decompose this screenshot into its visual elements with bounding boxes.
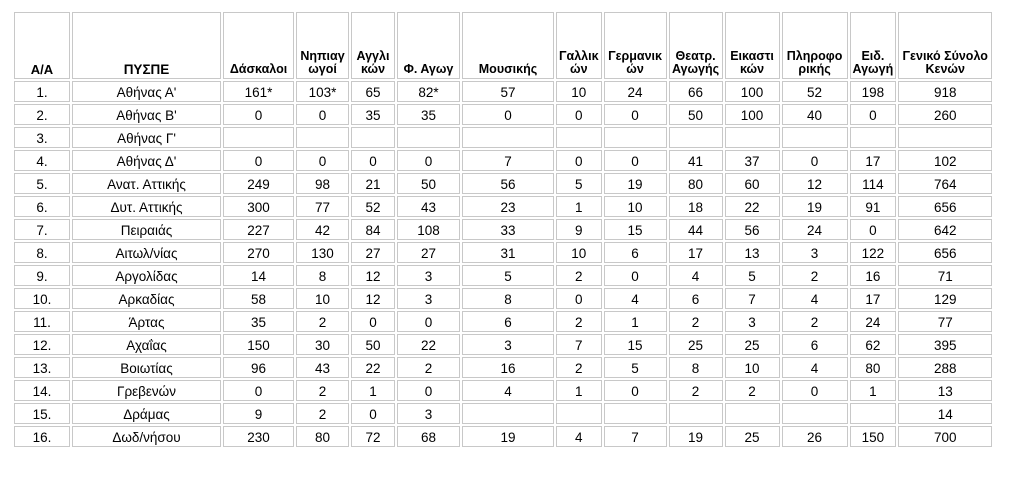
cell-aa: 4. (14, 150, 70, 171)
cell-pyspe: Άρτας (72, 311, 221, 332)
cell-eid-agogi (850, 127, 897, 148)
cell-agglikon: 65 (351, 81, 395, 102)
table-row (14, 81, 992, 102)
cell-daskaloi: 161* (223, 81, 294, 102)
cell-daskaloi: 249 (223, 173, 294, 194)
cell-pliroforikis: 6 (782, 334, 848, 355)
cell-fagogis: 43 (397, 196, 460, 217)
cell-germanikon: 0 (604, 150, 667, 171)
cell-theatr: 2 (669, 380, 723, 401)
table-row (14, 334, 992, 355)
cell-aa: 5. (14, 173, 70, 194)
cell-daskaloi: 270 (223, 242, 294, 263)
cell-pliroforikis: 52 (782, 81, 848, 102)
cell-nipiagogoi: 2 (296, 380, 349, 401)
table-row (14, 357, 992, 378)
cell-mousikis: 4 (462, 380, 554, 401)
cell-nipiagogoi: 2 (296, 311, 349, 332)
cell-agglikon: 0 (351, 403, 395, 424)
cell-daskaloi: 0 (223, 150, 294, 171)
cell-mousikis: 56 (462, 173, 554, 194)
cell-eikastikon: 7 (725, 288, 780, 309)
cell-agglikon: 72 (351, 426, 395, 447)
cell-eikastikon: 10 (725, 357, 780, 378)
cell-geniko-synolo: 102 (898, 150, 992, 171)
cell-gallikon: 10 (556, 242, 602, 263)
cell-eikastikon: 37 (725, 150, 780, 171)
cell-geniko-synolo: 764 (898, 173, 992, 194)
header-theatr: Θεατρ. Αγωγής (669, 12, 723, 79)
cell-germanikon: 7 (604, 426, 667, 447)
cell-eikastikon: 22 (725, 196, 780, 217)
cell-fagogis: 3 (397, 288, 460, 309)
cell-geniko-synolo: 288 (898, 357, 992, 378)
header-eikastikon: Εικαστι κών (725, 12, 780, 79)
cell-pliroforikis: 12 (782, 173, 848, 194)
cell-eikastikon: 13 (725, 242, 780, 263)
cell-pliroforikis: 4 (782, 288, 848, 309)
cell-nipiagogoi: 8 (296, 265, 349, 286)
cell-fagogis: 0 (397, 380, 460, 401)
cell-daskaloi: 9 (223, 403, 294, 424)
header-row (14, 12, 992, 79)
cell-pliroforikis: 0 (782, 380, 848, 401)
cell-gallikon: 1 (556, 380, 602, 401)
cell-agglikon: 27 (351, 242, 395, 263)
cell-pyspe: Βοιωτίας (72, 357, 221, 378)
cell-pliroforikis: 19 (782, 196, 848, 217)
cell-gallikon: 0 (556, 104, 602, 125)
header-agglikon: Αγγλι κών (351, 12, 395, 79)
cell-nipiagogoi: 2 (296, 403, 349, 424)
cell-agglikon: 1 (351, 380, 395, 401)
cell-eid-agogi: 1 (850, 380, 897, 401)
cell-fagogis: 35 (397, 104, 460, 125)
header-pyspe: ΠΥΣΠΕ (72, 12, 221, 79)
cell-nipiagogoi: 0 (296, 150, 349, 171)
cell-nipiagogoi: 130 (296, 242, 349, 263)
cell-mousikis: 3 (462, 334, 554, 355)
cell-aa: 3. (14, 127, 70, 148)
cell-eikastikon: 3 (725, 311, 780, 332)
cell-fagogis: 50 (397, 173, 460, 194)
cell-eid-agogi: 62 (850, 334, 897, 355)
cell-pyspe: Δυτ. Αττικής (72, 196, 221, 217)
cell-agglikon: 35 (351, 104, 395, 125)
cell-mousikis: 23 (462, 196, 554, 217)
cell-mousikis: 57 (462, 81, 554, 102)
cell-eid-agogi (850, 403, 897, 424)
cell-fagogis: 27 (397, 242, 460, 263)
header-nipiagogoi: Νηπιαγ ωγοί (296, 12, 349, 79)
cell-germanikon: 4 (604, 288, 667, 309)
cell-aa: 12. (14, 334, 70, 355)
cell-fagogis: 3 (397, 265, 460, 286)
cell-fagogis: 22 (397, 334, 460, 355)
cell-mousikis: 5 (462, 265, 554, 286)
cell-daskaloi: 0 (223, 104, 294, 125)
table-row (14, 242, 992, 263)
cell-eikastikon: 100 (725, 81, 780, 102)
cell-germanikon: 24 (604, 81, 667, 102)
table-body (14, 81, 992, 447)
cell-theatr: 80 (669, 173, 723, 194)
cell-mousikis (462, 127, 554, 148)
cell-pyspe: Γρεβενών (72, 380, 221, 401)
cell-aa: 13. (14, 357, 70, 378)
cell-pyspe: Αθήνας Δ' (72, 150, 221, 171)
cell-gallikon: 5 (556, 173, 602, 194)
cell-agglikon: 84 (351, 219, 395, 240)
cell-gallikon: 1 (556, 196, 602, 217)
cell-nipiagogoi: 77 (296, 196, 349, 217)
cell-fagogis: 0 (397, 311, 460, 332)
cell-agglikon: 50 (351, 334, 395, 355)
cell-theatr (669, 127, 723, 148)
cell-theatr: 66 (669, 81, 723, 102)
cell-aa: 8. (14, 242, 70, 263)
table-row (14, 196, 992, 217)
cell-pliroforikis: 4 (782, 357, 848, 378)
cell-germanikon: 5 (604, 357, 667, 378)
header-daskaloi: Δάσκαλοι (223, 12, 294, 79)
cell-aa: 16. (14, 426, 70, 447)
table-row (14, 150, 992, 171)
cell-daskaloi: 14 (223, 265, 294, 286)
cell-germanikon: 1 (604, 311, 667, 332)
table-row (14, 219, 992, 240)
cell-daskaloi: 35 (223, 311, 294, 332)
cell-theatr: 44 (669, 219, 723, 240)
cell-theatr: 8 (669, 357, 723, 378)
table-row (14, 173, 992, 194)
cell-agglikon (351, 127, 395, 148)
cell-aa: 15. (14, 403, 70, 424)
cell-germanikon: 10 (604, 196, 667, 217)
cell-eikastikon: 25 (725, 426, 780, 447)
vacancies-table-container (12, 10, 994, 449)
table-row (14, 127, 992, 148)
cell-gallikon (556, 403, 602, 424)
cell-geniko-synolo: 13 (898, 380, 992, 401)
cell-geniko-synolo: 260 (898, 104, 992, 125)
cell-geniko-synolo: 656 (898, 196, 992, 217)
table-row (14, 311, 992, 332)
cell-pliroforikis (782, 127, 848, 148)
cell-geniko-synolo: 395 (898, 334, 992, 355)
cell-eid-agogi: 17 (850, 150, 897, 171)
cell-pyspe: Αθήνας Β' (72, 104, 221, 125)
cell-mousikis: 16 (462, 357, 554, 378)
cell-fagogis: 68 (397, 426, 460, 447)
cell-germanikon: 0 (604, 104, 667, 125)
cell-eid-agogi: 114 (850, 173, 897, 194)
cell-agglikon: 12 (351, 265, 395, 286)
cell-mousikis: 0 (462, 104, 554, 125)
cell-eid-agogi: 0 (850, 219, 897, 240)
cell-agglikon: 0 (351, 150, 395, 171)
cell-daskaloi: 0 (223, 380, 294, 401)
cell-germanikon: 19 (604, 173, 667, 194)
cell-theatr: 25 (669, 334, 723, 355)
cell-agglikon: 0 (351, 311, 395, 332)
cell-pyspe: Δράμας (72, 403, 221, 424)
cell-nipiagogoi: 98 (296, 173, 349, 194)
cell-pyspe: Ανατ. Αττικής (72, 173, 221, 194)
cell-theatr: 50 (669, 104, 723, 125)
cell-eid-agogi: 122 (850, 242, 897, 263)
cell-aa: 1. (14, 81, 70, 102)
cell-eid-agogi: 17 (850, 288, 897, 309)
cell-eikastikon: 60 (725, 173, 780, 194)
cell-mousikis (462, 403, 554, 424)
cell-pyspe: Αιτωλ/νίας (72, 242, 221, 263)
cell-germanikon: 0 (604, 265, 667, 286)
cell-eikastikon: 56 (725, 219, 780, 240)
cell-pyspe: Πειραιάς (72, 219, 221, 240)
cell-pyspe: Αργολίδας (72, 265, 221, 286)
cell-fagogis (397, 127, 460, 148)
cell-pyspe: Αθήνας Γ' (72, 127, 221, 148)
cell-aa: 10. (14, 288, 70, 309)
cell-theatr: 17 (669, 242, 723, 263)
header-fagogis: Φ. Αγωγ (397, 12, 460, 79)
table-row (14, 426, 992, 447)
cell-theatr: 19 (669, 426, 723, 447)
cell-gallikon: 0 (556, 288, 602, 309)
cell-eid-agogi: 0 (850, 104, 897, 125)
cell-gallikon: 10 (556, 81, 602, 102)
cell-agglikon: 52 (351, 196, 395, 217)
cell-daskaloi: 227 (223, 219, 294, 240)
cell-gallikon: 2 (556, 357, 602, 378)
cell-gallikon: 7 (556, 334, 602, 355)
cell-germanikon: 0 (604, 380, 667, 401)
cell-eikastikon: 25 (725, 334, 780, 355)
cell-pyspe: Αθήνας Α' (72, 81, 221, 102)
table-row (14, 403, 992, 424)
cell-eid-agogi: 24 (850, 311, 897, 332)
cell-geniko-synolo: 918 (898, 81, 992, 102)
cell-aa: 2. (14, 104, 70, 125)
header-aa: Α/Α (14, 12, 70, 79)
cell-theatr (669, 403, 723, 424)
table-row (14, 288, 992, 309)
cell-gallikon: 9 (556, 219, 602, 240)
cell-gallikon: 0 (556, 150, 602, 171)
cell-pliroforikis: 0 (782, 150, 848, 171)
cell-eikastikon (725, 127, 780, 148)
cell-fagogis: 2 (397, 357, 460, 378)
cell-eid-agogi: 91 (850, 196, 897, 217)
cell-eikastikon (725, 403, 780, 424)
cell-pliroforikis: 40 (782, 104, 848, 125)
header-gallikon: Γαλλικ ών (556, 12, 602, 79)
cell-eikastikon: 2 (725, 380, 780, 401)
cell-geniko-synolo: 129 (898, 288, 992, 309)
vacancies-table (12, 10, 994, 449)
cell-mousikis: 33 (462, 219, 554, 240)
cell-eid-agogi: 150 (850, 426, 897, 447)
cell-mousikis: 7 (462, 150, 554, 171)
cell-daskaloi (223, 127, 294, 148)
cell-nipiagogoi: 80 (296, 426, 349, 447)
cell-mousikis: 8 (462, 288, 554, 309)
cell-germanikon: 15 (604, 334, 667, 355)
cell-nipiagogoi: 0 (296, 104, 349, 125)
table-row (14, 104, 992, 125)
cell-aa: 11. (14, 311, 70, 332)
cell-gallikon: 2 (556, 311, 602, 332)
cell-aa: 7. (14, 219, 70, 240)
cell-nipiagogoi: 10 (296, 288, 349, 309)
cell-eikastikon: 100 (725, 104, 780, 125)
table-row (14, 265, 992, 286)
cell-pyspe: Αρκαδίας (72, 288, 221, 309)
cell-nipiagogoi: 30 (296, 334, 349, 355)
cell-geniko-synolo: 14 (898, 403, 992, 424)
cell-geniko-synolo: 642 (898, 219, 992, 240)
cell-pliroforikis: 2 (782, 311, 848, 332)
header-eid-agogi: Ειδ. Αγωγή (850, 12, 897, 79)
table-row (14, 380, 992, 401)
cell-eid-agogi: 80 (850, 357, 897, 378)
cell-geniko-synolo: 77 (898, 311, 992, 332)
cell-daskaloi: 150 (223, 334, 294, 355)
cell-pliroforikis: 3 (782, 242, 848, 263)
cell-agglikon: 21 (351, 173, 395, 194)
cell-pyspe: Δωδ/νήσου (72, 426, 221, 447)
cell-pyspe: Αχαΐας (72, 334, 221, 355)
cell-daskaloi: 96 (223, 357, 294, 378)
cell-agglikon: 12 (351, 288, 395, 309)
cell-nipiagogoi: 43 (296, 357, 349, 378)
cell-fagogis: 108 (397, 219, 460, 240)
cell-aa: 6. (14, 196, 70, 217)
cell-eid-agogi: 16 (850, 265, 897, 286)
cell-eid-agogi: 198 (850, 81, 897, 102)
cell-eikastikon: 5 (725, 265, 780, 286)
cell-germanikon (604, 127, 667, 148)
cell-gallikon: 4 (556, 426, 602, 447)
header-germanikon: Γερμανικ ών (604, 12, 667, 79)
cell-fagogis: 82* (397, 81, 460, 102)
header-geniko-synolo: Γενικό Σύνολο Κενών (898, 12, 992, 79)
cell-theatr: 18 (669, 196, 723, 217)
header-pliroforikis: Πληροφο ρικής (782, 12, 848, 79)
cell-gallikon: 2 (556, 265, 602, 286)
cell-geniko-synolo: 700 (898, 426, 992, 447)
cell-aa: 14. (14, 380, 70, 401)
cell-mousikis: 31 (462, 242, 554, 263)
cell-daskaloi: 300 (223, 196, 294, 217)
cell-daskaloi: 58 (223, 288, 294, 309)
cell-fagogis: 3 (397, 403, 460, 424)
cell-gallikon (556, 127, 602, 148)
cell-germanikon: 15 (604, 219, 667, 240)
cell-nipiagogoi: 103* (296, 81, 349, 102)
cell-pliroforikis: 2 (782, 265, 848, 286)
cell-pliroforikis: 26 (782, 426, 848, 447)
cell-germanikon: 6 (604, 242, 667, 263)
cell-theatr: 6 (669, 288, 723, 309)
cell-aa: 9. (14, 265, 70, 286)
cell-mousikis: 6 (462, 311, 554, 332)
cell-geniko-synolo (898, 127, 992, 148)
cell-nipiagogoi (296, 127, 349, 148)
cell-mousikis: 19 (462, 426, 554, 447)
cell-fagogis: 0 (397, 150, 460, 171)
cell-daskaloi: 230 (223, 426, 294, 447)
cell-geniko-synolo: 71 (898, 265, 992, 286)
cell-theatr: 41 (669, 150, 723, 171)
cell-theatr: 2 (669, 311, 723, 332)
cell-theatr: 4 (669, 265, 723, 286)
cell-germanikon (604, 403, 667, 424)
cell-agglikon: 22 (351, 357, 395, 378)
cell-pliroforikis: 24 (782, 219, 848, 240)
cell-pliroforikis (782, 403, 848, 424)
cell-geniko-synolo: 656 (898, 242, 992, 263)
cell-nipiagogoi: 42 (296, 219, 349, 240)
header-mousikis: Μουσικής (462, 12, 554, 79)
